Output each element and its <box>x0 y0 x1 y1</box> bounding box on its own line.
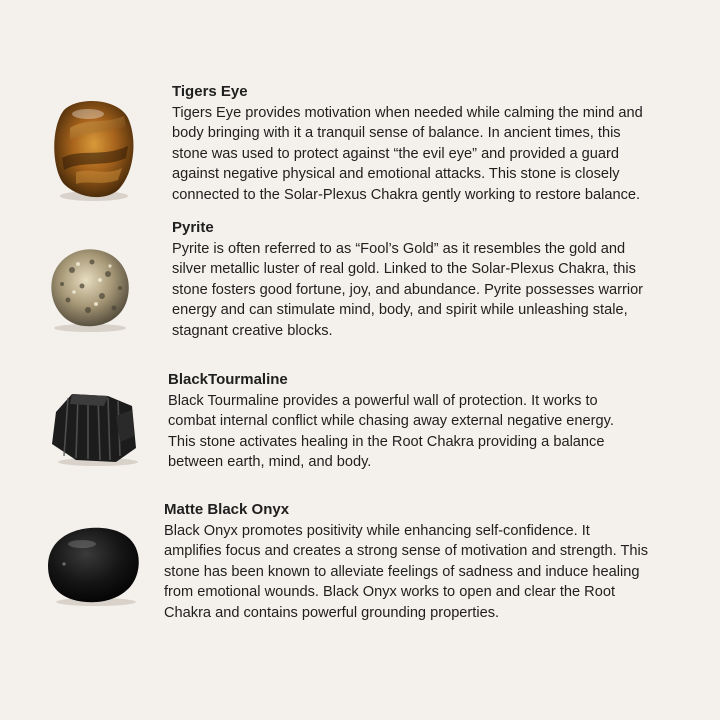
stone-name: Matte Black Onyx <box>164 501 290 518</box>
stone-name: Tigers Eye <box>172 83 248 100</box>
stone-name: Pyrite <box>172 219 214 236</box>
stone-name: BlackTourmaline <box>168 371 288 388</box>
stone-description: Tigers Eye provides motivation when needed while calming the mind and body bringing with it a tranquil sense of balance. In ancient times, this stone was used to protect against “the evil eye” and provided a guard against negative physical and emotional attacks. This stone is closely connected to the Solar-Plexus Chakra gently working to restore balance. <box>172 105 643 203</box>
stone-description: Pyrite is often referred to as “Fool’s Gold” as it resembles the gold and silver metallic luster of real gold. Linked to the Solar-Plexus Chakra, this stone fosters good fortune, joy, and abundance. Pyrite possesses warrior energy and can stimulate mind, body, and spirit while unleashing stale, stagnant creative blocks. <box>172 241 644 339</box>
tigers-eye-stone-icon <box>48 88 140 208</box>
stone-description: Black Onyx promotes positivity while enhancing self-confidence. It amplifies focus and creates a strong sense of motivation and strength. This stone has been known to alleviate feelings of sadness and induce healing from emotional wounds. Black Onyx works to open and clear the Root Chakra and contains powerful grounding properties. <box>164 523 649 621</box>
black-onyx-stone-icon <box>42 520 146 613</box>
black-tourmaline-stone-icon <box>46 386 146 473</box>
pyrite-stone-icon <box>42 240 137 340</box>
stone-description: Black Tourmaline provides a powerful wall of protection. It works to combat internal conflict while chasing away external negative energy. This stone activates healing in the Root Chakra providing a balance between earth, mind, and body. <box>168 393 614 471</box>
